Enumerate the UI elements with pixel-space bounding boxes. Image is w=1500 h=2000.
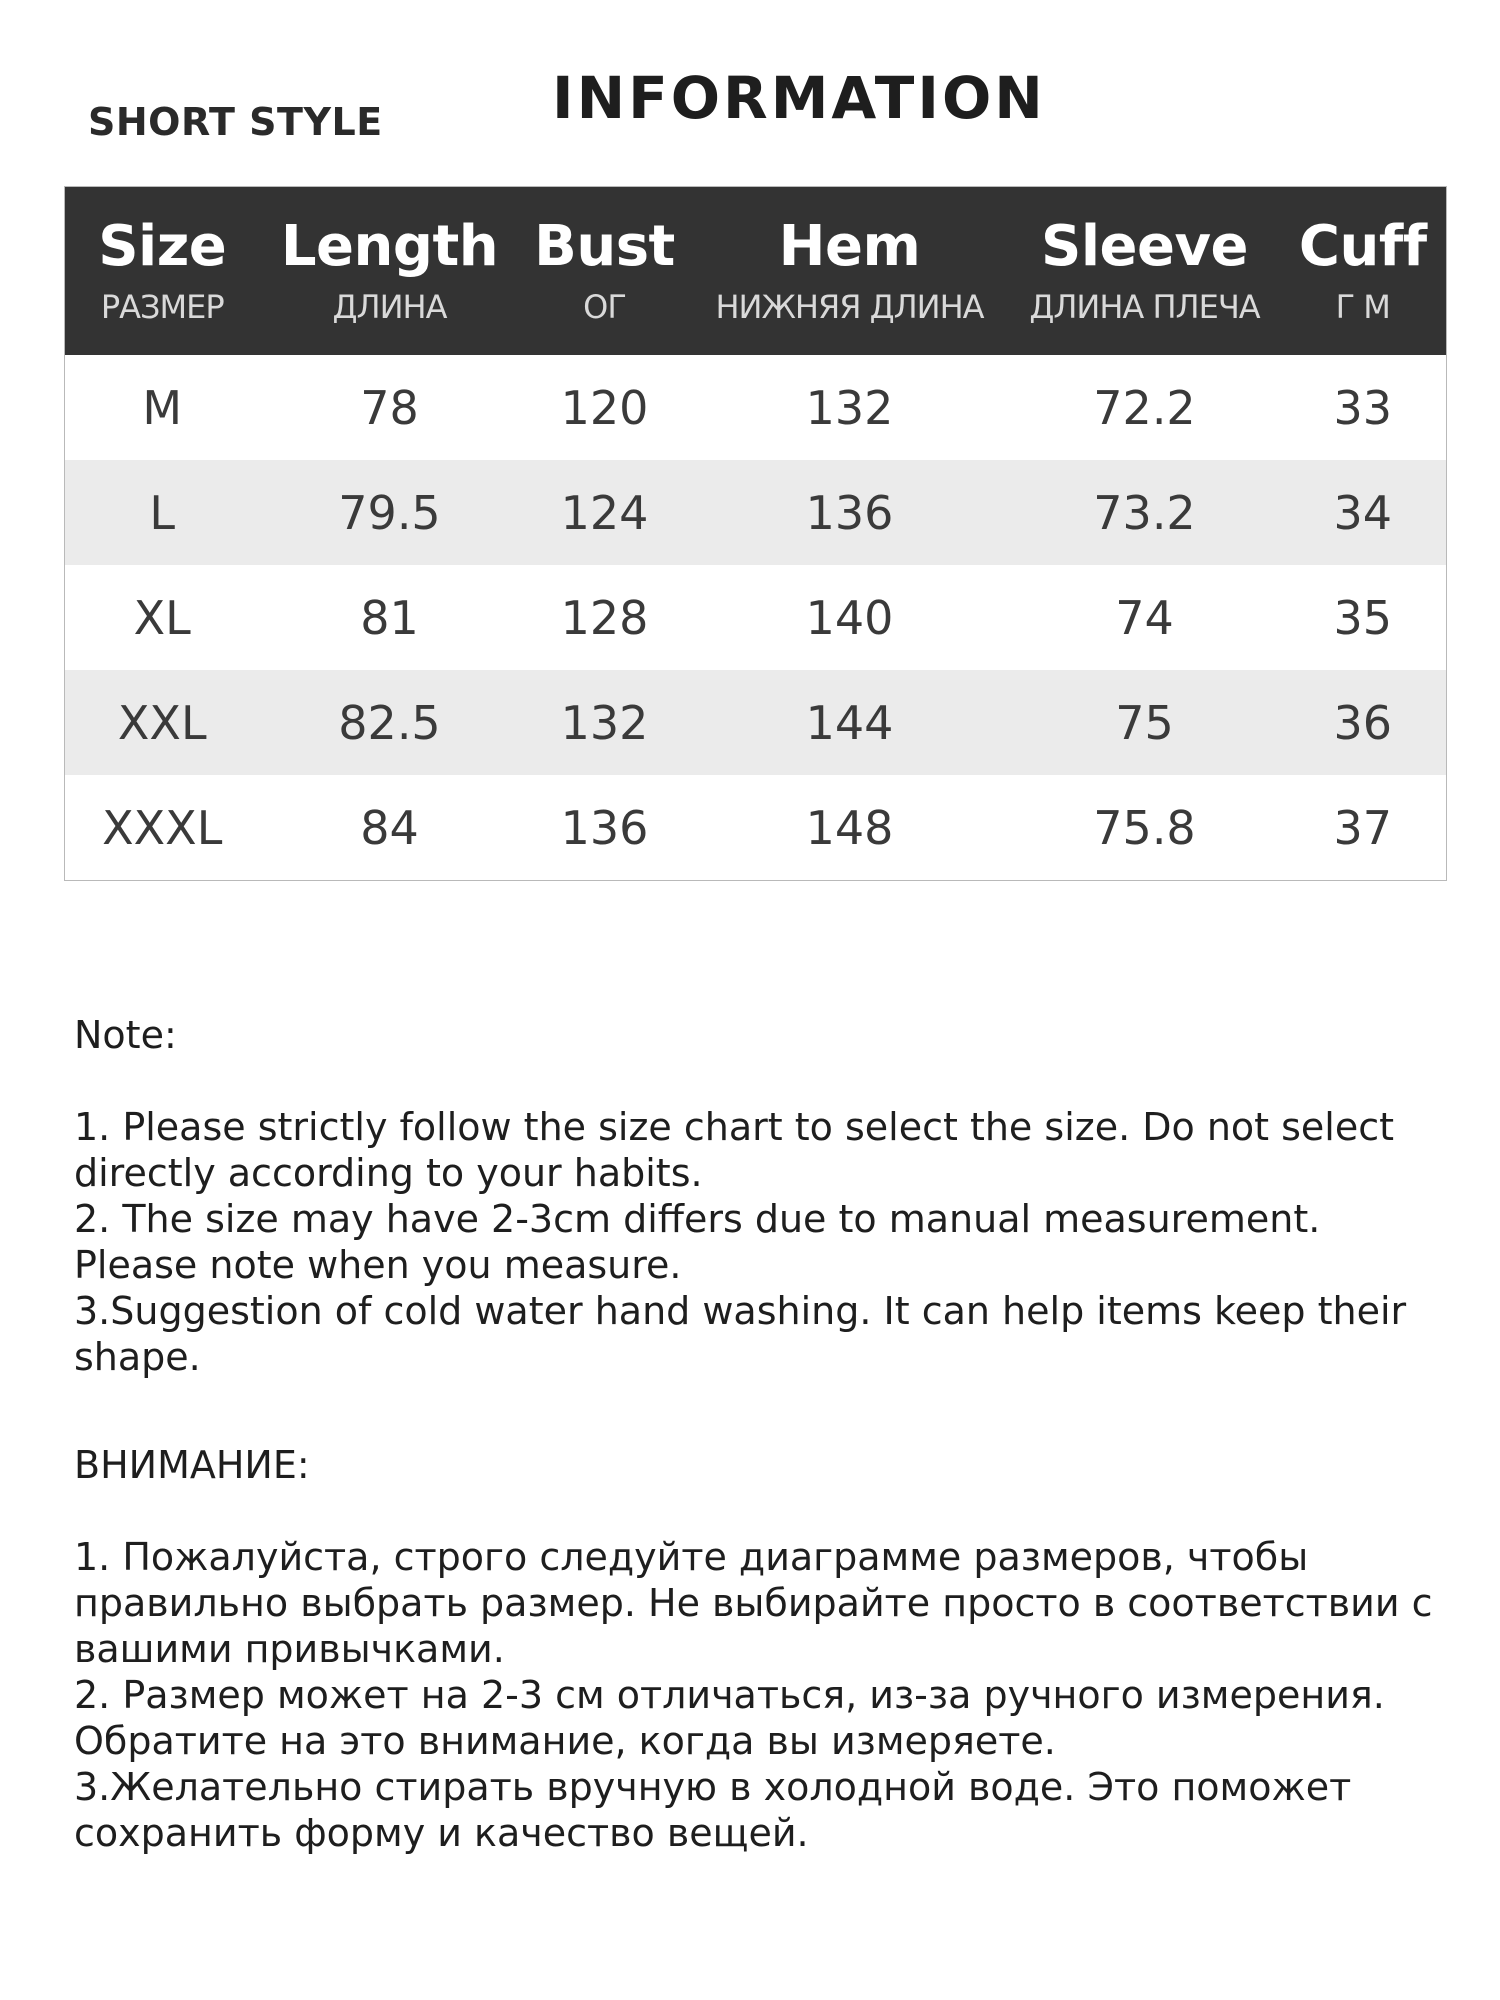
cuff-cell: 37 [1280, 775, 1447, 881]
bust-cell: 132 [520, 670, 690, 775]
column-header-ru: ДЛИНА ПЛЕЧА [1029, 288, 1260, 326]
sleeve-cell: 74 [1010, 565, 1280, 670]
table-row [65, 460, 1447, 565]
column-header-en: Bust [534, 214, 675, 279]
hem-cell: 132 [690, 355, 1010, 460]
table-row [65, 670, 1447, 775]
table-row [65, 355, 1447, 460]
size-chart-table [64, 186, 1447, 881]
hem-cell: 136 [690, 460, 1010, 565]
column-header-size [65, 187, 260, 356]
size-cell: XL [65, 565, 260, 670]
bust-cell: 128 [520, 565, 690, 670]
column-header-sleeve [1010, 187, 1280, 356]
cuff-cell: 36 [1280, 670, 1447, 775]
page-title: INFORMATION [552, 64, 1046, 132]
length-cell: 82.5 [260, 670, 520, 775]
size-cell: XXXL [65, 775, 260, 881]
bust-cell: 124 [520, 460, 690, 565]
column-header-hem [690, 187, 1010, 356]
column-header-en: Cuff [1298, 214, 1427, 279]
table-header-row [65, 187, 1447, 356]
length-cell: 78 [260, 355, 520, 460]
sleeve-cell: 75.8 [1010, 775, 1280, 881]
note-line: 3.Suggestion of cold water hand washing. It can help items keep their shape. [74, 1289, 1407, 1379]
column-header-ru: ДЛИНА [332, 288, 447, 326]
note-line: 2. Размер может на 2-3 см отличаться, из-за ручного измерения. Обратите на это внимание, когда вы измеряете. [74, 1673, 1385, 1763]
column-header-cuff [1280, 187, 1447, 356]
note-russian [74, 1442, 1434, 1856]
bust-cell: 136 [520, 775, 690, 881]
column-header-ru: Г М [1335, 288, 1390, 326]
column-header-length [260, 187, 520, 356]
bust-cell: 120 [520, 355, 690, 460]
column-header-ru: НИЖНЯЯ ДЛИНА [715, 288, 984, 326]
size-cell: L [65, 460, 260, 565]
column-header-bust [520, 187, 690, 356]
table-row [65, 565, 1447, 670]
column-header-ru: ОГ [583, 288, 626, 326]
size-cell: M [65, 355, 260, 460]
note-line: 1. Please strictly follow the size chart to select the size. Do not select directly according to your habits. [74, 1105, 1395, 1195]
hem-cell: 148 [690, 775, 1010, 881]
cuff-cell: 34 [1280, 460, 1447, 565]
note-line: 3.Желательно стирать вручную в холодной воде. Это поможет сохранить форму и качество вещей. [74, 1765, 1352, 1855]
column-header-ru: РАЗМЕР [100, 288, 224, 326]
cuff-cell: 33 [1280, 355, 1447, 460]
column-header-en: Hem [778, 214, 921, 279]
hem-cell: 140 [690, 565, 1010, 670]
sleeve-cell: 73.2 [1010, 460, 1280, 565]
style-label: SHORT STYLE [88, 100, 383, 144]
length-cell: 84 [260, 775, 520, 881]
cuff-cell: 35 [1280, 565, 1447, 670]
length-cell: 81 [260, 565, 520, 670]
note-english [74, 1012, 1434, 1380]
sleeve-cell: 72.2 [1010, 355, 1280, 460]
note-heading: Note: [74, 1013, 177, 1057]
size-cell: XXL [65, 670, 260, 775]
length-cell: 79.5 [260, 460, 520, 565]
note-heading: ВНИМАНИЕ: [74, 1443, 310, 1487]
table-row [65, 775, 1447, 881]
hem-cell: 144 [690, 670, 1010, 775]
column-header-en: Length [280, 214, 499, 279]
column-header-en: Size [98, 214, 227, 279]
note-line: 1. Пожалуйста, строго следуйте диаграмме размеров, чтобы правильно выбрать размер. Не выбирайте просто в соответствии с вашими привычками. [74, 1535, 1433, 1671]
note-line: 2. The size may have 2-3cm differs due to manual measurement. Please note when you measure. [74, 1197, 1321, 1287]
column-header-en: Sleeve [1041, 214, 1248, 279]
sleeve-cell: 75 [1010, 670, 1280, 775]
